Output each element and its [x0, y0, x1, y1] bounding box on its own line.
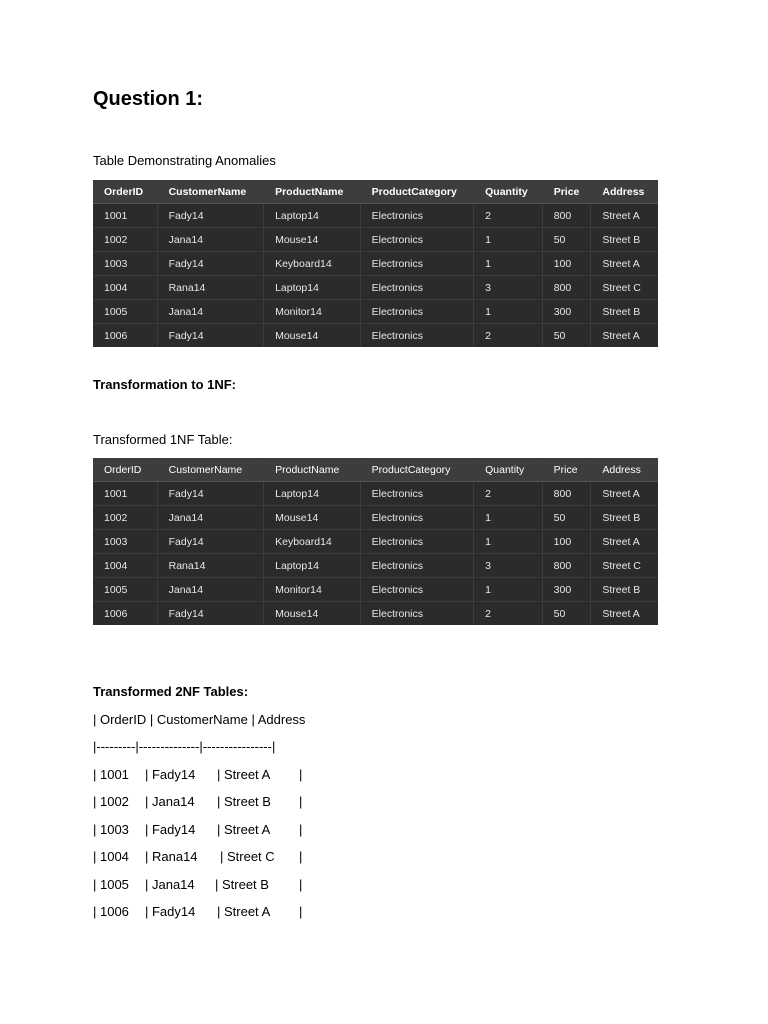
table-row	[93, 506, 658, 530]
table-cell: Electronics	[360, 324, 474, 348]
2nf-cell-name: | Jana14	[145, 794, 195, 809]
table-cell: Electronics	[360, 228, 474, 252]
table-cell: 1	[474, 300, 543, 324]
table-cell: Laptop14	[264, 276, 361, 300]
question-heading: Question 1:	[93, 88, 204, 110]
column-header: Address	[591, 180, 658, 204]
2nf-cell-name: | Fady14	[145, 822, 196, 837]
table-cell: Electronics	[360, 578, 473, 602]
table-cell: Electronics	[360, 252, 474, 276]
table-header-row	[93, 180, 658, 204]
column-header: ProductName	[264, 180, 361, 204]
2nf-cell-id: | 1003	[93, 822, 129, 837]
table-cell: Jana14	[157, 228, 264, 252]
table-row	[93, 578, 658, 602]
anomalies-caption: Table Demonstrating Anomalies	[93, 153, 276, 168]
table-cell: 1	[474, 530, 543, 554]
column-header: Quantity	[474, 180, 543, 204]
2nf-header-line: | OrderID | CustomerName | Address	[93, 712, 306, 727]
2nf-cell-id: | 1006	[93, 904, 129, 919]
table-cell: Street C	[591, 554, 658, 578]
table-cell: 800	[542, 204, 591, 228]
transformed-1nf-table	[93, 458, 658, 625]
table-cell: Street C	[591, 276, 658, 300]
2nf-cell-addr: | Street A	[217, 904, 271, 919]
2nf-cell-id: | 1002	[93, 794, 129, 809]
table-cell: 3	[474, 276, 543, 300]
table-cell: Street B	[591, 506, 658, 530]
table-cell: Electronics	[360, 554, 473, 578]
table-row	[93, 324, 658, 348]
2nf-separator-line: |---------|--------------|----------------|	[93, 739, 276, 754]
2nf-cell-end: |	[299, 877, 303, 892]
table-cell: Rana14	[157, 554, 264, 578]
table-cell: 800	[542, 276, 591, 300]
table-cell: Keyboard14	[264, 530, 361, 554]
table-cell: Laptop14	[264, 204, 361, 228]
table-cell: Laptop14	[264, 554, 361, 578]
2nf-cell-end: |	[299, 849, 303, 864]
table-cell: 2	[474, 204, 543, 228]
table-cell: Jana14	[157, 300, 264, 324]
table-cell: Fady14	[157, 602, 264, 626]
2nf-cell-id: | 1005	[93, 877, 129, 892]
table-cell: 50	[542, 228, 591, 252]
transformed-2nf-title: Transformed 2NF Tables:	[93, 684, 249, 699]
2nf-cell-end: |	[299, 794, 303, 809]
column-header: OrderID	[93, 180, 157, 204]
table-row	[93, 300, 658, 324]
column-header: Price	[542, 458, 591, 482]
table-cell: Laptop14	[264, 482, 361, 506]
table-row	[93, 554, 658, 578]
2nf-cell-id: | 1004	[93, 849, 129, 864]
table-cell: Rana14	[157, 276, 264, 300]
column-header: ProductCategory	[360, 458, 473, 482]
table-cell: Street A	[591, 530, 658, 554]
2nf-cell-addr: | Street A	[217, 767, 271, 782]
column-header: ProductCategory	[360, 180, 474, 204]
table-cell: 1003	[93, 252, 157, 276]
transformation-1nf-title: Transformation to 1NF:	[93, 377, 237, 392]
transformed-1nf-caption: Transformed 1NF Table:	[93, 432, 233, 447]
table-cell: 1	[474, 506, 543, 530]
table-cell: 1004	[93, 276, 157, 300]
table-header-row	[93, 458, 658, 482]
table-cell: Street A	[602, 329, 640, 342]
table-row	[93, 482, 658, 506]
table-cell: Mouse14	[264, 506, 361, 530]
2nf-cell-name: | Jana14	[145, 877, 195, 892]
table-cell: 1002	[93, 228, 157, 252]
table-cell: Jana14	[157, 578, 264, 602]
table-cell: Mouse14	[264, 324, 361, 348]
table-cell: Electronics	[360, 602, 473, 626]
table-cell: 1005	[93, 578, 157, 602]
table-cell: 50	[542, 324, 591, 348]
2nf-cell-end: |	[299, 904, 303, 919]
table-cell: Monitor14	[264, 300, 361, 324]
2nf-cell-addr: | Street A	[217, 822, 271, 837]
2nf-cell-addr: | Street C	[220, 849, 275, 864]
table-row	[93, 530, 658, 554]
column-header: Address	[591, 458, 658, 482]
column-header: OrderID	[93, 458, 157, 482]
table-cell: 1002	[93, 506, 157, 530]
table-cell: Jana14	[157, 506, 264, 530]
column-header: Quantity	[474, 458, 543, 482]
table-cell: 300	[542, 300, 591, 324]
table-cell: Fady14	[157, 324, 264, 348]
table-cell: 1001	[93, 204, 157, 228]
table-cell: 1	[474, 252, 543, 276]
table-cell: 1005	[93, 300, 157, 324]
table-cell: 100	[542, 252, 591, 276]
table-cell: 3	[474, 554, 543, 578]
table-cell: Fady14	[157, 482, 264, 506]
table-cell: Street A	[602, 607, 640, 620]
table-cell: Electronics	[360, 204, 474, 228]
table-cell: Fady14	[157, 252, 264, 276]
table-cell: Mouse14	[264, 228, 361, 252]
table-cell: Mouse14	[264, 602, 361, 626]
table-cell: 100	[542, 530, 591, 554]
2nf-cell-end: |	[299, 767, 303, 782]
table-cell: 1003	[93, 530, 157, 554]
table-cell: Street B	[591, 300, 658, 324]
table-cell: 1	[474, 228, 543, 252]
table-cell: Fady14	[157, 530, 264, 554]
column-header: CustomerName	[157, 180, 264, 204]
2nf-cell-end: |	[299, 822, 303, 837]
table-cell: Electronics	[360, 276, 474, 300]
table-cell: Monitor14	[264, 578, 361, 602]
table-cell: Street B	[591, 578, 658, 602]
table-cell: 50	[542, 602, 591, 626]
table-cell: 2	[474, 324, 543, 348]
column-header: Price	[542, 180, 591, 204]
table-cell: 1001	[93, 482, 157, 506]
table-cell: Keyboard14	[264, 252, 361, 276]
table-cell: 2	[474, 482, 543, 506]
table-cell: 300	[542, 578, 591, 602]
column-header: ProductName	[264, 458, 361, 482]
table-cell: 1006	[93, 602, 157, 626]
2nf-cell-name: | Fady14	[145, 904, 196, 919]
table-cell: Street A	[591, 482, 658, 506]
table-row	[93, 204, 658, 228]
2nf-cell-addr: | Street B	[217, 794, 271, 809]
column-header: CustomerName	[157, 458, 264, 482]
table-cell: 1	[474, 578, 543, 602]
2nf-cell-name: | Fady14	[145, 767, 196, 782]
table-cell: Street B	[591, 228, 658, 252]
table-cell: 800	[542, 554, 591, 578]
table-cell: Street A	[591, 252, 658, 276]
table-cell: 1004	[93, 554, 157, 578]
table-cell: Street A	[591, 204, 658, 228]
table-row	[93, 602, 658, 626]
table-cell: Electronics	[360, 530, 473, 554]
table-cell: Electronics	[360, 300, 474, 324]
2nf-cell-addr: | Street B	[215, 877, 269, 892]
table-cell: 1006	[93, 324, 157, 348]
table-cell: Electronics	[360, 506, 473, 530]
anomalies-table	[93, 180, 658, 347]
table-row	[93, 228, 658, 252]
2nf-cell-name: | Rana14	[145, 849, 198, 864]
table-cell: 800	[542, 482, 591, 506]
table-row	[93, 252, 658, 276]
table-cell: 50	[542, 506, 591, 530]
table-cell: Electronics	[360, 482, 473, 506]
table-cell: 2	[474, 602, 543, 626]
table-cell: Fady14	[157, 204, 264, 228]
table-row	[93, 276, 658, 300]
2nf-cell-id: | 1001	[93, 767, 129, 782]
